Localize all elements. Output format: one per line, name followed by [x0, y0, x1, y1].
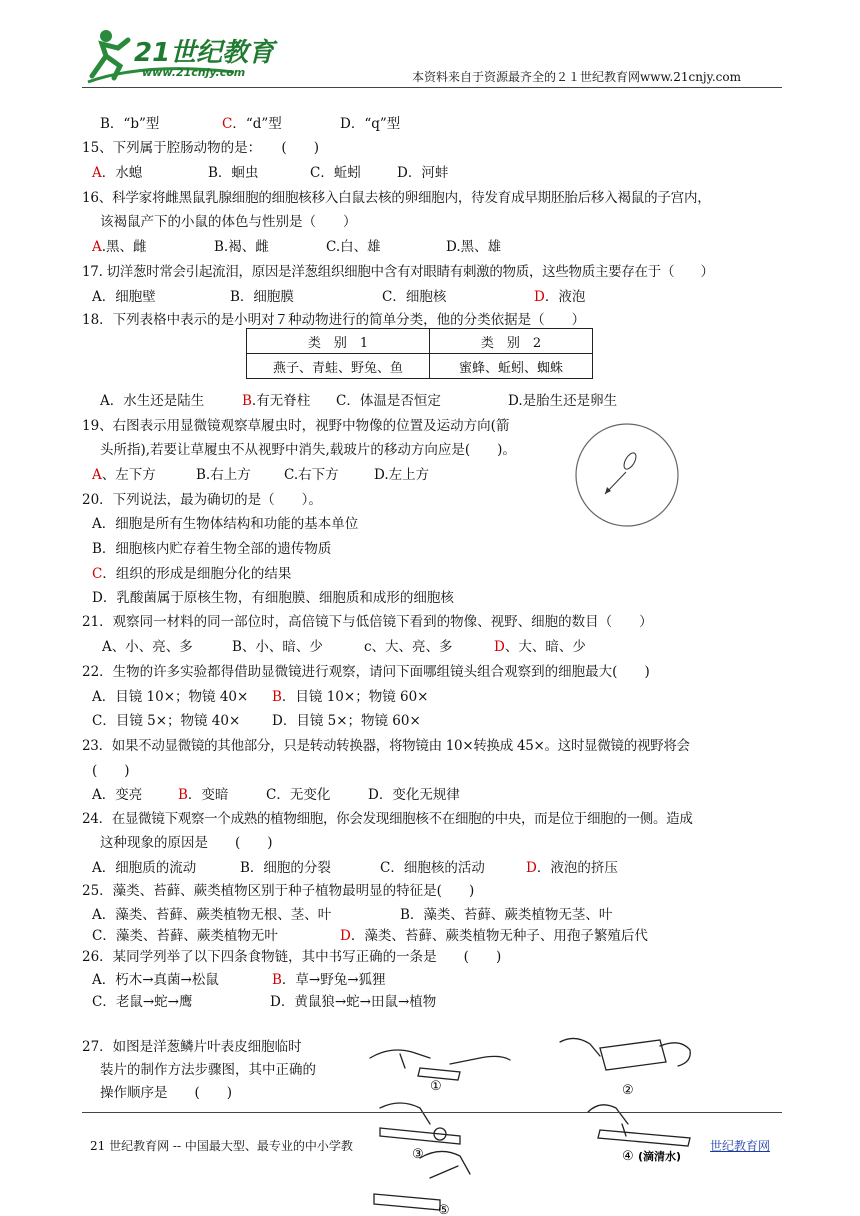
q21-option-a: A、小、亮、多	[102, 639, 193, 655]
q24-option-a: A．细胞质的流动	[92, 860, 197, 876]
q26-option-c: C．老鼠→蛇→鹰	[92, 994, 193, 1010]
q17-option-d: D．液泡	[534, 289, 586, 305]
step-4-label: ④	[622, 1149, 634, 1164]
logo-url: www.21cnjy.com	[142, 66, 246, 79]
q20-stem: 20．下列说法，最为确切的是（ ）。	[82, 492, 322, 508]
header-logo	[84, 26, 284, 84]
q17-stem: 17. 切洋葱时常会引起流泪，原因是洋葱组织细胞中含有对眼睛有刺激的物质，这些物质主要存在于（ ）	[82, 264, 714, 280]
q24-option-b: B．细胞的分裂	[240, 860, 331, 876]
q25-stem: 25．藻类、苔藓、蕨类植物区别于种子植物最明显的特征是( )	[82, 883, 475, 899]
step-5-label: ⑤	[438, 1203, 450, 1216]
q14-option-c: C．“d”型	[222, 116, 282, 132]
slide-preparation-steps-figure	[360, 1028, 730, 1216]
q26-option-d: D．黄鼠狼→蛇→田鼠→植物	[270, 994, 437, 1010]
q15-option-c: C．蚯蚓	[310, 165, 361, 181]
footer-left-text: 21 世纪教育网 -- 中国最大型、最专业的中小学教	[90, 1139, 353, 1153]
q18-option-a: A．水生还是陆生	[100, 393, 205, 409]
q24-option-d: D．液泡的挤压	[526, 860, 618, 876]
q20-option-d: D．乳酸菌属于原核生物，有细胞膜、细胞质和成形的细胞核	[92, 590, 454, 606]
q20-option-b: B．细胞核内贮存着生物全部的遗传物质	[92, 541, 332, 557]
q18-option-d: D.是胎生还是卵生	[508, 393, 618, 409]
step-3-label: ③	[412, 1147, 424, 1162]
q23-option-c: C．无变化	[266, 787, 331, 803]
q16-stem-line2: 该褐鼠产下的小鼠的体色与性别是（ ）	[100, 214, 357, 230]
q24-option-c: C．细胞核的活动	[380, 860, 485, 876]
q25-option-a: A．藻类、苔藓、蕨类植物无根、茎、叶	[92, 907, 332, 923]
q24-stem-line2: 这种现象的原因是 ( )	[100, 835, 273, 851]
q23-option-d: D．变化无规律	[368, 787, 460, 803]
microscope-field-of-view	[574, 422, 680, 528]
q15-stem: 15、下列属于腔肠动物的是： ( )	[82, 140, 319, 156]
q23-stem-line1: 23．如果不动显微镜的其他部分，只是转动转换器，将物镜由 10×转换成 45×。这时显微镜的视野将会	[82, 738, 690, 754]
header-divider	[82, 87, 782, 88]
q16-option-c: C.白、雄	[326, 239, 381, 255]
table-cell-1: 燕子、青蛙、野兔、鱼	[247, 354, 430, 379]
q20-option-a: A．细胞是所有生物体结构和功能的基本单位	[92, 516, 359, 532]
q17-option-a: A．细胞壁	[92, 289, 156, 305]
q25-option-b: B．藻类、苔藓、蕨类植物无茎、叶	[400, 907, 613, 923]
q22-option-a: A．目镜 10×；物镜 40×	[92, 689, 249, 705]
q24-stem-line1: 24．在显微镜下观察一个成熟的植物细胞，你会发现细胞核不在细胞的中央，而是位于细胞的一侧。造成	[82, 811, 693, 827]
q19-stem-line2: 头所指),若要让草履虫不从视野中消失,载玻片的移动方向应是( )。	[100, 442, 516, 458]
q26-option-b: B．草→野兔→狐狸	[272, 972, 386, 988]
footer-divider	[82, 1112, 782, 1113]
q16-option-b: B.褐、雌	[214, 239, 269, 255]
q15-option-b: B．蛔虫	[208, 165, 259, 181]
q17-option-c: C．细胞核	[382, 289, 447, 305]
q23-stem-line2: ( )	[92, 763, 130, 779]
q18-stem: 18．下列表格中表示的是小明对７种动物进行的简单分类，他的分类依据是（ ）	[82, 312, 586, 328]
q18-classification-table	[246, 328, 593, 379]
step-2-label: ②	[622, 1083, 634, 1098]
q17-option-b: B．细胞膜	[230, 289, 294, 305]
q21-option-b: B、小、暗、少	[232, 639, 323, 655]
q16-option-d: D.黑、雄	[446, 239, 502, 255]
q18-option-c: C．体温是否恒定	[336, 393, 441, 409]
q22-option-b: B．目镜 10×；物镜 60×	[272, 689, 429, 705]
step-4-caption: (滴清水)	[638, 1150, 682, 1163]
q19-option-d: D.左上方	[374, 467, 430, 483]
q21-stem: 21．观察同一材料的同一部位时，高倍镜下与低倍镜下看到的物像、视野、细胞的数目（ ）	[82, 614, 653, 630]
q27-stem-line3: 操作顺序是 ( )	[100, 1085, 233, 1101]
footer-right-link[interactable]: 世纪教育网	[710, 1139, 771, 1153]
q18-option-b: B.有无脊柱	[242, 393, 311, 409]
q25-option-d: D．藻类、苔藓、蕨类植物无种子、用孢子繁殖后代	[340, 928, 648, 944]
logo-text: 21世纪教育	[134, 38, 275, 68]
step-1-label: ①	[430, 1079, 442, 1094]
header-source-note: 本资料来自于资源最齐全的２１世纪教育网www.21cnjy.com	[412, 70, 741, 84]
q26-option-a: A．朽木→真菌→松鼠	[92, 972, 219, 988]
q14-option-b: B．“b”型	[100, 116, 160, 132]
q23-option-b: B．变暗	[178, 787, 229, 803]
table-header-2: 类 别 2	[430, 329, 593, 354]
q27-stem-line2: 装片的制作方法步骤图，其中正确的	[100, 1062, 316, 1078]
q19-option-b: B.右上方	[196, 467, 251, 483]
q23-option-a: A．变亮	[92, 787, 143, 803]
q19-option-a: A、左下方	[92, 467, 156, 483]
table-header-1: 类 别 1	[247, 329, 430, 354]
q27-stem-line1: 27．如图是洋葱鳞片叶表皮细胞临时	[82, 1039, 302, 1055]
q22-stem: 22．生物的许多实验都得借助显微镜进行观察，请问下面哪组镜头组合观察到的细胞最大( )	[82, 664, 650, 680]
q26-stem: 26．某同学列举了以下四条食物链，其中书写正确的一条是 ( )	[82, 949, 502, 965]
q25-option-c: C．藻类、苔藓、蕨类植物无叶	[92, 928, 278, 944]
q19-stem-line1: 19、右图表示用显微镜观察草履虫时，视野中物像的位置及运动方向(箭	[82, 418, 510, 434]
q21-option-c: c、大、亮、多	[364, 639, 453, 655]
q14-option-d: D．“q”型	[340, 116, 401, 132]
paramecium-icon	[622, 451, 639, 471]
q20-option-c: C．组织的形成是细胞分化的结果	[92, 566, 292, 582]
q21-option-d: D、大、暗、少	[494, 639, 586, 655]
table-cell-2: 蜜蜂、蚯蚓、蜘蛛	[430, 354, 593, 379]
q16-option-a: A.黑、雌	[92, 239, 147, 255]
q15-option-a: A．水螅	[92, 165, 143, 181]
q15-option-d: D．河蚌	[397, 165, 449, 181]
q19-option-c: C.右下方	[284, 467, 339, 483]
q16-stem-line1: 16、科学家将雌黑鼠乳腺细胞的细胞核移入白鼠去核的卵细胞内，待发育成早期胚胎后移入褐鼠的子宫内，	[82, 190, 711, 206]
q22-option-c: C．目镜 5×；物镜 40×	[92, 713, 241, 729]
q22-option-d: D．目镜 5×；物镜 60×	[272, 713, 421, 729]
